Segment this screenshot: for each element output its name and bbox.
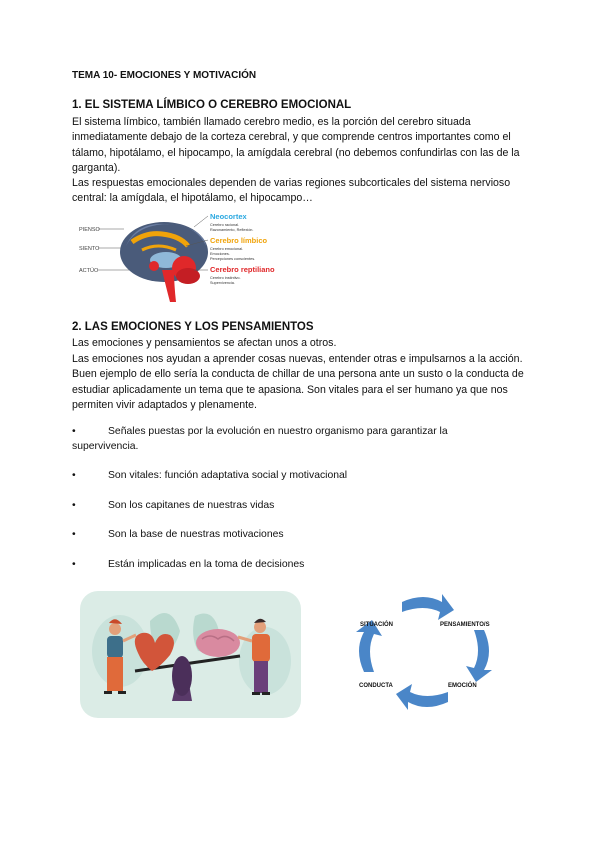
section1-paragraph-1: El sistema límbico, también llamado cerebro medio, es la porción del cerebro situada inmediatamente debajo de la corteza cerebral, y que comprende centros importantes como el tálamo, hipotálamo, el hipocampo, la amígdala cerebral (no debemos confundirlas con las de la garganta). <box>72 116 520 174</box>
bullet-item: • Son vitales: función adaptativa social y motivacional <box>72 470 348 481</box>
svg-text:Emociones.: Emociones. <box>210 252 230 256</box>
layer-neocortex-name: Neocortex <box>210 212 247 221</box>
bullet-icon: • <box>72 500 76 511</box>
section2-paragraph-2: Las emociones nos ayudan a aprender cosas nuevas, entender otras e impulsarnos a la acción. Buen ejemplo de ello sería la conducta de chillar de una persona ante un susto o la conducta de estudiar aplicadamente un tema que te apasiona. Son vitales para el ser humano ya que nos permiten vivir adaptados y plenamente. <box>72 353 524 411</box>
cycle-label-situacion: SITUACIÓN <box>360 622 393 628</box>
section1-paragraph-2: Las respuestas emocionales dependen de varias regiones subcorticales del sistema nervioso central: la amígdala, el hipotálamo, el hipocampo… <box>72 177 511 205</box>
cycle-label-pensamiento: PENSAMIENTO/S <box>440 622 490 628</box>
svg-text:Cerebro emocional.: Cerebro emocional. <box>210 247 244 251</box>
layer-reptilian-name: Cerebro reptiliano <box>210 265 275 274</box>
bullet-icon: • <box>72 426 76 437</box>
bullet-item: • Son la base de nuestras motivaciones <box>72 529 284 540</box>
bullet-item: • Son los capitanes de nuestras vidas <box>72 500 275 511</box>
cycle-arrow-right <box>466 630 492 682</box>
bullet-item: • Están implicadas en la toma de decisiones <box>72 559 305 570</box>
svg-text:Percepciones conscientes.: Percepciones conscientes. <box>210 257 256 261</box>
document-title: TEMA 10- EMOCIONES Y MOTIVACIÓN <box>72 70 257 81</box>
svg-text:Supervivencia.: Supervivencia. <box>210 281 235 285</box>
emotion-cycle-diagram <box>340 592 510 716</box>
svg-text:Cerebro racional.: Cerebro racional. <box>210 223 240 227</box>
brain-illustration <box>120 222 208 302</box>
cycle-label-conducta: CONDUCTA <box>359 683 393 689</box>
cycle-label-emocion: EMOCIÓN <box>448 683 477 689</box>
emotion-balance-illustration <box>80 591 301 718</box>
section2-paragraph-1: Las emociones y pensamientos se afectan unos a otros. <box>72 337 337 349</box>
bullet-icon: • <box>72 470 76 481</box>
svg-text:Cerebro instintivo.: Cerebro instintivo. <box>210 276 241 280</box>
label-actuo: ACTÚO <box>79 268 99 274</box>
bullet-icon: • <box>72 529 76 540</box>
bullet-icon: • <box>72 559 76 570</box>
bullet-item: • Señales puestas por la evolución en nuestro organismo para garantizar la supervivencia. <box>72 426 448 452</box>
layer-limbic-name: Cerebro límbico <box>210 236 268 245</box>
cycle-arrow-bottom <box>396 684 448 710</box>
label-pienso: PIENSO <box>79 227 100 233</box>
svg-text:Razonamiento, Reflexión.: Razonamiento, Reflexión. <box>210 228 254 232</box>
limbic-brain-figure <box>76 212 308 306</box>
section1-heading: 1. EL SISTEMA LÍMBICO O CEREBRO EMOCIONAL <box>72 99 352 111</box>
section2-heading: 2. LAS EMOCIONES Y LOS PENSAMIENTOS <box>72 321 314 333</box>
cycle-arrow-top <box>402 594 454 620</box>
label-siento: SIENTO <box>79 246 100 252</box>
